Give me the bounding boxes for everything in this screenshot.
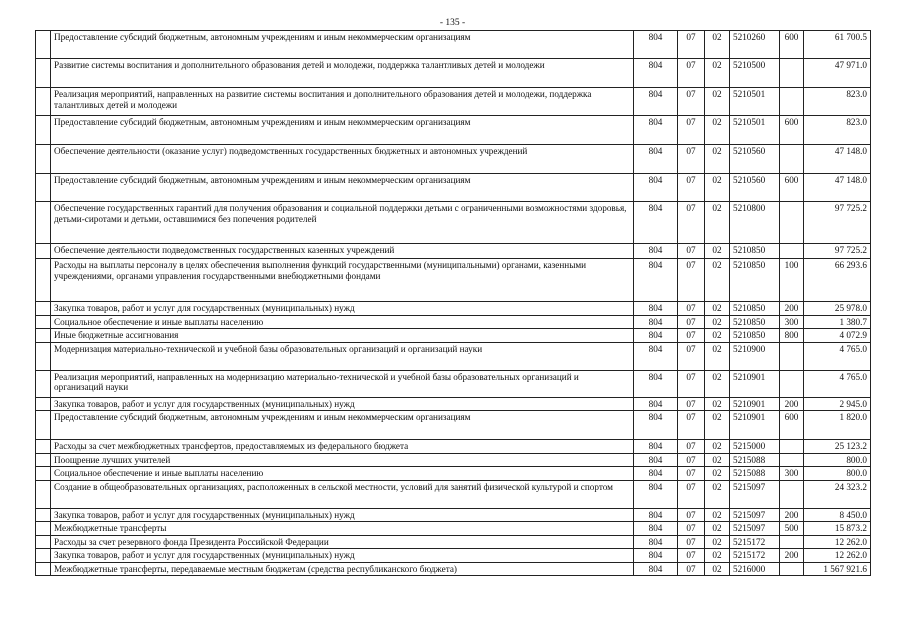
expense-type-code: 600 bbox=[780, 31, 804, 59]
table-row bbox=[36, 440, 871, 454]
table-row bbox=[36, 562, 871, 576]
expense-name: Закупка товаров, работ и услуг для государственных (муниципальных) нужд bbox=[51, 397, 634, 411]
table-row bbox=[36, 88, 871, 116]
subsection-code: 02 bbox=[705, 259, 730, 302]
budget-table bbox=[35, 30, 871, 576]
ministry-code: 804 bbox=[634, 202, 678, 244]
subsection-code: 02 bbox=[705, 549, 730, 563]
section-code: 07 bbox=[678, 88, 705, 116]
target-item-code: 5215000 bbox=[730, 440, 780, 454]
table-row bbox=[36, 145, 871, 174]
table-row bbox=[36, 467, 871, 481]
ministry-code: 804 bbox=[634, 370, 678, 397]
table-row bbox=[36, 342, 871, 370]
target-item-code: 5210501 bbox=[730, 116, 780, 145]
amount: 24 323.2 bbox=[804, 480, 871, 508]
table-row bbox=[36, 315, 871, 329]
subsection-code: 02 bbox=[705, 329, 730, 343]
target-item-code: 5210901 bbox=[730, 411, 780, 440]
subsection-code: 02 bbox=[705, 174, 730, 202]
expense-type-code: 300 bbox=[780, 467, 804, 481]
expense-type-code: 800 bbox=[780, 329, 804, 343]
ministry-code: 804 bbox=[634, 59, 678, 88]
table-row bbox=[36, 397, 871, 411]
amount: 1 820.0 bbox=[804, 411, 871, 440]
section-code: 07 bbox=[678, 440, 705, 454]
expense-name: Обеспечение деятельности (оказание услуг) подведомственных государственных бюджетных и автономных учреждений bbox=[51, 145, 634, 174]
expense-name: Реализация мероприятий, направленных на модернизацию материально-технической и учебной базы образовательных организаций и организаций науки bbox=[51, 370, 634, 397]
row-blank-cell bbox=[36, 342, 51, 370]
subsection-code: 02 bbox=[705, 440, 730, 454]
section-code: 07 bbox=[678, 370, 705, 397]
subsection-code: 02 bbox=[705, 562, 730, 576]
ministry-code: 804 bbox=[634, 453, 678, 467]
amount: 12 262.0 bbox=[804, 535, 871, 549]
amount: 25 123.2 bbox=[804, 440, 871, 454]
target-item-code: 5215088 bbox=[730, 467, 780, 481]
ministry-code: 804 bbox=[634, 174, 678, 202]
table-row bbox=[36, 302, 871, 316]
ministry-code: 804 bbox=[634, 467, 678, 481]
row-blank-cell bbox=[36, 562, 51, 576]
subsection-code: 02 bbox=[705, 88, 730, 116]
expense-type-code bbox=[780, 440, 804, 454]
expense-type-code: 600 bbox=[780, 174, 804, 202]
ministry-code: 804 bbox=[634, 480, 678, 508]
amount: 823.0 bbox=[804, 88, 871, 116]
row-blank-cell bbox=[36, 480, 51, 508]
expense-type-code: 200 bbox=[780, 397, 804, 411]
table-row bbox=[36, 411, 871, 440]
target-item-code: 5210560 bbox=[730, 145, 780, 174]
row-blank-cell bbox=[36, 370, 51, 397]
ministry-code: 804 bbox=[634, 440, 678, 454]
expense-name: Закупка товаров, работ и услуг для государственных (муниципальных) нужд bbox=[51, 302, 634, 316]
amount: 25 978.0 bbox=[804, 302, 871, 316]
subsection-code: 02 bbox=[705, 31, 730, 59]
row-blank-cell bbox=[36, 145, 51, 174]
expense-type-code: 600 bbox=[780, 116, 804, 145]
table-row bbox=[36, 244, 871, 259]
expense-type-code: 500 bbox=[780, 522, 804, 536]
amount: 12 262.0 bbox=[804, 549, 871, 563]
row-blank-cell bbox=[36, 315, 51, 329]
target-item-code: 5215172 bbox=[730, 535, 780, 549]
ministry-code: 804 bbox=[634, 411, 678, 440]
expense-name: Реализация мероприятий, направленных на развитие системы воспитания и дополнительного образования детей и молодежи, поддержка талантливых детей и молодежи bbox=[51, 88, 634, 116]
subsection-code: 02 bbox=[705, 342, 730, 370]
amount: 1 380.7 bbox=[804, 315, 871, 329]
target-item-code: 5215097 bbox=[730, 480, 780, 508]
expense-name: Развитие системы воспитания и дополнительного образования детей и молодежи, поддержка талантливых детей и молодежи bbox=[51, 59, 634, 88]
subsection-code: 02 bbox=[705, 315, 730, 329]
table-row bbox=[36, 522, 871, 536]
row-blank-cell bbox=[36, 302, 51, 316]
target-item-code: 5215097 bbox=[730, 508, 780, 522]
amount: 823.0 bbox=[804, 116, 871, 145]
row-blank-cell bbox=[36, 116, 51, 145]
section-code: 07 bbox=[678, 202, 705, 244]
section-code: 07 bbox=[678, 453, 705, 467]
section-code: 07 bbox=[678, 259, 705, 302]
target-item-code: 5216000 bbox=[730, 562, 780, 576]
table-row bbox=[36, 453, 871, 467]
expense-type-code bbox=[780, 535, 804, 549]
section-code: 07 bbox=[678, 535, 705, 549]
expense-name: Обеспечение государственных гарантий для получения образования и социальной поддержки детьми с ограниченными возможностями здоровья, детьми-сиротами и детьми, оставшимися без попечения родителей bbox=[51, 202, 634, 244]
ministry-code: 804 bbox=[634, 342, 678, 370]
subsection-code: 02 bbox=[705, 370, 730, 397]
section-code: 07 bbox=[678, 467, 705, 481]
row-blank-cell bbox=[36, 244, 51, 259]
ministry-code: 804 bbox=[634, 88, 678, 116]
target-item-code: 5210500 bbox=[730, 59, 780, 88]
table-row bbox=[36, 370, 871, 397]
row-blank-cell bbox=[36, 522, 51, 536]
section-code: 07 bbox=[678, 480, 705, 508]
table-row bbox=[36, 259, 871, 302]
section-code: 07 bbox=[678, 31, 705, 59]
row-blank-cell bbox=[36, 202, 51, 244]
row-blank-cell bbox=[36, 508, 51, 522]
expense-name: Межбюджетные трансферты, передаваемые местным бюджетам (средства республиканского бюджета) bbox=[51, 562, 634, 576]
section-code: 07 bbox=[678, 244, 705, 259]
expense-name: Расходы на выплаты персоналу в целях обеспечения выполнения функций государственными (муниципальными) органами, казенными учреждениями, органами управления государственными внебюджетными фондами bbox=[51, 259, 634, 302]
amount: 47 148.0 bbox=[804, 174, 871, 202]
expense-type-code bbox=[780, 88, 804, 116]
amount: 2 945.0 bbox=[804, 397, 871, 411]
row-blank-cell bbox=[36, 467, 51, 481]
section-code: 07 bbox=[678, 549, 705, 563]
section-code: 07 bbox=[678, 522, 705, 536]
expense-type-code bbox=[780, 244, 804, 259]
table-row bbox=[36, 59, 871, 88]
row-blank-cell bbox=[36, 31, 51, 59]
target-item-code: 5210850 bbox=[730, 259, 780, 302]
expense-type-code: 600 bbox=[780, 411, 804, 440]
section-code: 07 bbox=[678, 508, 705, 522]
section-code: 07 bbox=[678, 116, 705, 145]
subsection-code: 02 bbox=[705, 480, 730, 508]
section-code: 07 bbox=[678, 59, 705, 88]
ministry-code: 804 bbox=[634, 244, 678, 259]
ministry-code: 804 bbox=[634, 397, 678, 411]
expense-name: Предоставление субсидий бюджетным, автономным учреждениям и иным некоммерческим организациям bbox=[51, 31, 634, 59]
amount: 97 725.2 bbox=[804, 202, 871, 244]
expense-type-code: 200 bbox=[780, 508, 804, 522]
ministry-code: 804 bbox=[634, 549, 678, 563]
subsection-code: 02 bbox=[705, 59, 730, 88]
ministry-code: 804 bbox=[634, 329, 678, 343]
ministry-code: 804 bbox=[634, 522, 678, 536]
expense-type-code bbox=[780, 562, 804, 576]
amount: 4 765.0 bbox=[804, 370, 871, 397]
row-blank-cell bbox=[36, 535, 51, 549]
row-blank-cell bbox=[36, 440, 51, 454]
section-code: 07 bbox=[678, 329, 705, 343]
subsection-code: 02 bbox=[705, 453, 730, 467]
subsection-code: 02 bbox=[705, 145, 730, 174]
target-item-code: 5210850 bbox=[730, 329, 780, 343]
expense-name: Расходы за счет резервного фонда Президента Российской Федерации bbox=[51, 535, 634, 549]
amount: 15 873.2 bbox=[804, 522, 871, 536]
expense-name: Социальное обеспечение и иные выплаты населению bbox=[51, 315, 634, 329]
section-code: 07 bbox=[678, 145, 705, 174]
expense-type-code bbox=[780, 370, 804, 397]
expense-name: Предоставление субсидий бюджетным, автономным учреждениям и иным некоммерческим организациям bbox=[51, 174, 634, 202]
row-blank-cell bbox=[36, 259, 51, 302]
ministry-code: 804 bbox=[634, 259, 678, 302]
expense-type-code: 200 bbox=[780, 549, 804, 563]
subsection-code: 02 bbox=[705, 116, 730, 145]
row-blank-cell bbox=[36, 174, 51, 202]
target-item-code: 5215172 bbox=[730, 549, 780, 563]
expense-name: Обеспечение деятельности подведомственных государственных казенных учреждений bbox=[51, 244, 634, 259]
subsection-code: 02 bbox=[705, 397, 730, 411]
target-item-code: 5210850 bbox=[730, 315, 780, 329]
expense-name: Предоставление субсидий бюджетным, автономным учреждениям и иным некоммерческим организациям bbox=[51, 116, 634, 145]
expense-type-code bbox=[780, 342, 804, 370]
ministry-code: 804 bbox=[634, 31, 678, 59]
row-blank-cell bbox=[36, 59, 51, 88]
row-blank-cell bbox=[36, 453, 51, 467]
expense-type-code: 300 bbox=[780, 315, 804, 329]
target-item-code: 5210901 bbox=[730, 397, 780, 411]
table-row bbox=[36, 31, 871, 59]
subsection-code: 02 bbox=[705, 522, 730, 536]
table-row bbox=[36, 329, 871, 343]
ministry-code: 804 bbox=[634, 145, 678, 174]
ministry-code: 804 bbox=[634, 302, 678, 316]
amount: 47 148.0 bbox=[804, 145, 871, 174]
expense-type-code bbox=[780, 145, 804, 174]
amount: 4 765.0 bbox=[804, 342, 871, 370]
expense-name: Поощрение лучших учителей bbox=[51, 453, 634, 467]
amount: 97 725.2 bbox=[804, 244, 871, 259]
expense-type-code: 200 bbox=[780, 302, 804, 316]
amount: 47 971.0 bbox=[804, 59, 871, 88]
expense-name: Закупка товаров, работ и услуг для государственных (муниципальных) нужд bbox=[51, 549, 634, 563]
section-code: 07 bbox=[678, 342, 705, 370]
subsection-code: 02 bbox=[705, 411, 730, 440]
table-row bbox=[36, 174, 871, 202]
expense-name: Создание в общеобразовательных организациях, расположенных в сельской местности, условий для занятий физической культурой и спортом bbox=[51, 480, 634, 508]
amount: 61 700.5 bbox=[804, 31, 871, 59]
amount: 800.0 bbox=[804, 467, 871, 481]
target-item-code: 5215097 bbox=[730, 522, 780, 536]
subsection-code: 02 bbox=[705, 244, 730, 259]
expense-type-code bbox=[780, 202, 804, 244]
table-row bbox=[36, 535, 871, 549]
amount: 800.0 bbox=[804, 453, 871, 467]
amount: 8 450.0 bbox=[804, 508, 871, 522]
expense-type-code bbox=[780, 480, 804, 508]
section-code: 07 bbox=[678, 315, 705, 329]
table-row bbox=[36, 549, 871, 563]
ministry-code: 804 bbox=[634, 315, 678, 329]
subsection-code: 02 bbox=[705, 467, 730, 481]
section-code: 07 bbox=[678, 562, 705, 576]
subsection-code: 02 bbox=[705, 535, 730, 549]
target-item-code: 5210260 bbox=[730, 31, 780, 59]
subsection-code: 02 bbox=[705, 508, 730, 522]
target-item-code: 5210560 bbox=[730, 174, 780, 202]
subsection-code: 02 bbox=[705, 202, 730, 244]
row-blank-cell bbox=[36, 88, 51, 116]
expense-type-code bbox=[780, 453, 804, 467]
target-item-code: 5210501 bbox=[730, 88, 780, 116]
expense-name: Закупка товаров, работ и услуг для государственных (муниципальных) нужд bbox=[51, 508, 634, 522]
row-blank-cell bbox=[36, 397, 51, 411]
section-code: 07 bbox=[678, 411, 705, 440]
target-item-code: 5210901 bbox=[730, 370, 780, 397]
target-item-code: 5210900 bbox=[730, 342, 780, 370]
target-item-code: 5215088 bbox=[730, 453, 780, 467]
ministry-code: 804 bbox=[634, 535, 678, 549]
table-row bbox=[36, 508, 871, 522]
section-code: 07 bbox=[678, 174, 705, 202]
expense-name: Предоставление субсидий бюджетным, автономным учреждениям и иным некоммерческим организациям bbox=[51, 411, 634, 440]
ministry-code: 804 bbox=[634, 562, 678, 576]
table-row bbox=[36, 202, 871, 244]
ministry-code: 804 bbox=[634, 508, 678, 522]
row-blank-cell bbox=[36, 329, 51, 343]
amount: 66 293.6 bbox=[804, 259, 871, 302]
table-row bbox=[36, 116, 871, 145]
target-item-code: 5210850 bbox=[730, 244, 780, 259]
expense-name: Иные бюджетные ассигнования bbox=[51, 329, 634, 343]
target-item-code: 5210850 bbox=[730, 302, 780, 316]
expense-name: Расходы за счет межбюджетных трансфертов, предоставляемых из федерального бюджета bbox=[51, 440, 634, 454]
section-code: 07 bbox=[678, 302, 705, 316]
expense-type-code bbox=[780, 59, 804, 88]
target-item-code: 5210800 bbox=[730, 202, 780, 244]
amount: 4 072.9 bbox=[804, 329, 871, 343]
expense-type-code: 100 bbox=[780, 259, 804, 302]
page-number: - 135 - bbox=[439, 18, 466, 28]
ministry-code: 804 bbox=[634, 116, 678, 145]
expense-name: Межбюджетные трансферты bbox=[51, 522, 634, 536]
expense-name: Социальное обеспечение и иные выплаты населению bbox=[51, 467, 634, 481]
subsection-code: 02 bbox=[705, 302, 730, 316]
table-row bbox=[36, 480, 871, 508]
row-blank-cell bbox=[36, 549, 51, 563]
section-code: 07 bbox=[678, 397, 705, 411]
row-blank-cell bbox=[36, 411, 51, 440]
amount: 1 567 921.6 bbox=[804, 562, 871, 576]
expense-name: Модернизация материально-технической и учебной базы образовательных организаций и организаций науки bbox=[51, 342, 634, 370]
